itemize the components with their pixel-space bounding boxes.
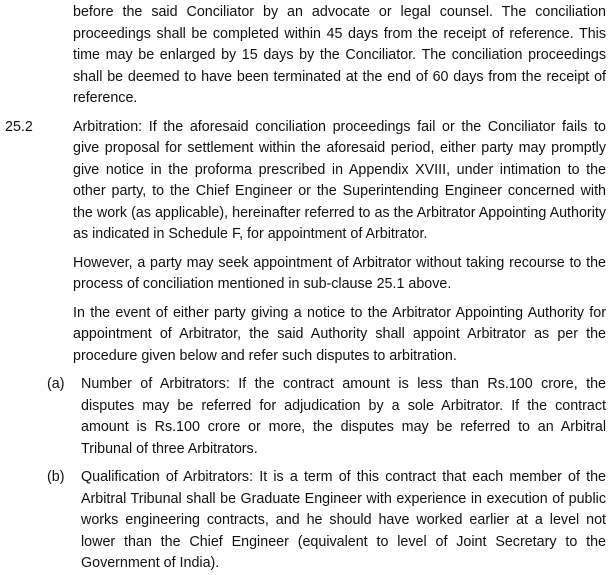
clause-number: 25.2 [5, 118, 33, 135]
list-item-text: Qualification of Arbitrators: It is a term of this contract that each member of the Arbitral Tribunal shall be Graduate Engineer with experience in execution of public works engineering contracts, and he should have worked earlier at a level not lower than the Chief Engineer (equivalent to level of Joint Secretary to the Government of India). [81, 469, 606, 571]
list-item-text: Number of Arbitrators: If the contract amount is less than Rs.100 crore, the disputes may be referred for adjudication by a sole Arbitrator. If the contract amount is Rs.100 crore or more, the disputes may be referred to an Arbitral Tribunal of three Arbitrators. [81, 376, 606, 457]
event-paragraph: In the event of either party giving a notice to the Arbitrator Appointing Authority for appointment of Arbitrator, the said Authority shall appoint Arbitrator as per the procedure given below and refer such disputes to arbitration. [73, 304, 606, 364]
clause-25-2-text: Arbitration: If the aforesaid conciliation proceedings fail or the Conciliator fails to give proposal for settlement within the aforesaid period, either party may promptly give notice in the proforma prescribed in Appendix XVIII, under intimation to the other party, to the Chief Engineer or the Superintending Engineer concerned with the work (as applicable), hereinafter referred to as the Arbitrator Appointing Authority as indicated in Schedule F, for appointment of Arbitrator. [73, 118, 606, 242]
however-paragraph: However, a party may seek appointment of Arbitrator without taking recourse to the process of conciliation mentioned in sub-clause 25.1 above. [73, 254, 606, 292]
list-item-b [47, 467, 606, 575]
continuation-paragraph: before the said Conciliator by an advocate or legal counsel. The conciliation proceedings shall be completed within 45 days from the receipt of reference. This time may be enlarged by 15 days by the Conciliator. The conciliation proceedings shall be deemed to have been terminated at the end of 60 days from the receipt of reference. [73, 4, 606, 106]
list-item-label: (a) [47, 376, 65, 392]
list-item-a [47, 374, 606, 460]
list-item-label: (b) [47, 469, 65, 485]
clause-25-2 [0, 117, 610, 246]
